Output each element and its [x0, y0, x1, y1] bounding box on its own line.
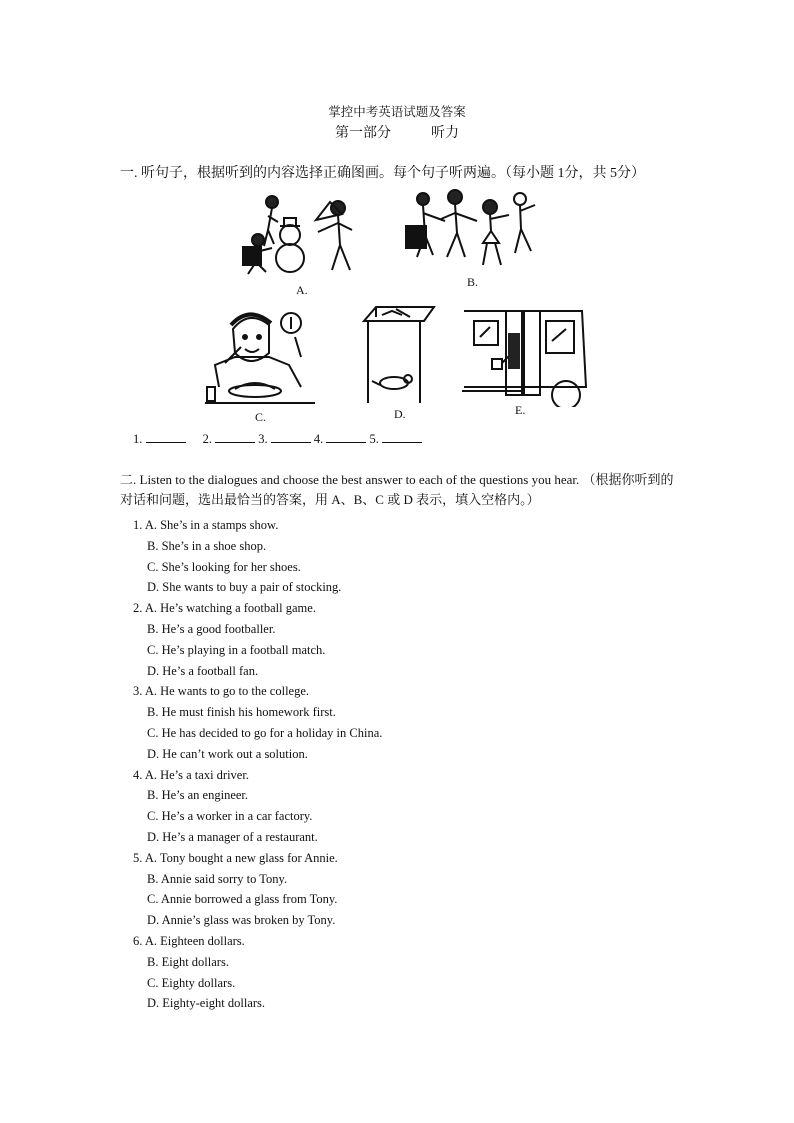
answer-blanks [133, 432, 436, 447]
document-title: 掌控中考英语试题及答案 [328, 105, 466, 119]
kids-dancing-icon [405, 185, 545, 275]
picture-a [238, 190, 378, 300]
question-3-option-b[interactable]: B. He must finish his homework first. [147, 705, 336, 720]
question-3-number: 3. [133, 684, 143, 699]
question-4-option-c[interactable]: C. He’s a worker in a car factory. [147, 809, 313, 824]
picture-b-label: B. [467, 275, 479, 289]
question-6 [133, 931, 382, 1014]
question-2-option-b[interactable]: B. He’s a good footballer. [147, 621, 276, 636]
pictures-area [200, 185, 600, 430]
question-4 [133, 765, 382, 848]
part-title-left: 第一部分 [335, 126, 391, 141]
question-3 [133, 681, 382, 764]
question-2-option-a[interactable]: A. He’s watching a football game. [144, 601, 316, 616]
picture-e-label: E. [515, 403, 526, 417]
question-5-option-c[interactable]: C. Annie borrowed a glass from Tony. [147, 892, 338, 907]
question-5-option-d[interactable]: D. Annie’s glass was broken by Tony. [147, 913, 336, 928]
picture-c [205, 307, 315, 427]
question-5-option-a[interactable]: A. Tony bought a new glass for Annie. [144, 850, 338, 865]
part-title-right: 听力 [431, 126, 459, 141]
girl-bus-door-icon [462, 307, 587, 407]
question-1-option-b[interactable]: B. She’s in a shoe shop. [147, 538, 267, 553]
question-1-option-d[interactable]: D. She wants to buy a pair of stocking. [147, 580, 342, 595]
question-4-option-b[interactable]: B. He’s an engineer. [147, 788, 249, 803]
question-5-option-b[interactable]: B. Annie said sorry to Tony. [147, 871, 288, 886]
picture-d-label: D. [394, 407, 406, 421]
section1-instruction: 一. 听句子，根据听到的内容选择正确图画。每个句子听两遍。（每小题 1分，共 5分） [120, 166, 645, 181]
question-4-number: 4. [133, 767, 143, 782]
boy-eating-icon [205, 307, 315, 409]
question-6-option-b[interactable]: B. Eight dollars. [147, 954, 229, 969]
question-list [133, 515, 382, 1014]
question-2-option-c[interactable]: C. He’s playing in a football match. [147, 642, 326, 657]
question-4-option-d[interactable]: D. He’s a manager of a restaurant. [147, 829, 318, 844]
blank-2[interactable] [203, 432, 256, 446]
question-2-number: 2. [133, 601, 143, 616]
kids-snowman-icon [238, 190, 378, 282]
picture-a-label: A. [296, 283, 308, 297]
section2-instruction: 二. Listen to the dialogues and choose the best answer to each of the questions you hear. （根据你听到的对话和问题，选出最恰当的答案，用 A、B、C 或 D 表示，填入空格内。） [120, 472, 674, 507]
picture-d [358, 303, 438, 423]
question-2 [133, 598, 382, 681]
question-6-option-c[interactable]: C. Eighty dollars. [147, 975, 236, 990]
question-1 [133, 515, 382, 598]
question-5-number: 5. [133, 850, 143, 865]
question-1-option-c[interactable]: C. She’s looking for her shoes. [147, 559, 301, 574]
blank-5-number: 5. [369, 432, 379, 446]
question-4-option-a[interactable]: A. He’s a taxi driver. [144, 767, 249, 782]
question-6-option-a[interactable]: A. Eighteen dollars. [144, 933, 245, 948]
blank-4-number: 4. [313, 432, 324, 446]
question-1-number: 1. [133, 518, 143, 532]
picture-b [405, 185, 545, 295]
question-6-number: 6. [133, 933, 143, 948]
question-3-option-c[interactable]: C. He has decided to go for a holiday in China. [147, 725, 383, 740]
blank-5[interactable] [370, 432, 437, 446]
question-2-option-d[interactable]: D. He’s a football fan. [147, 663, 259, 678]
cat-under-table-icon [358, 303, 438, 405]
question-1-option-a[interactable]: A. She’s in a stamps show. [144, 518, 279, 532]
part-title [0, 122, 794, 142]
picture-e [462, 307, 587, 422]
blank-2-number: 2. [202, 432, 212, 446]
question-5 [133, 848, 382, 931]
blank-4[interactable] [314, 432, 367, 446]
blank-3[interactable] [258, 432, 311, 446]
question-3-option-d[interactable]: D. He can’t work out a solution. [147, 746, 308, 761]
blank-3-number: 3. [258, 432, 268, 446]
question-6-option-d[interactable]: D. Eighty-eight dollars. [147, 996, 266, 1011]
picture-c-label: C. [255, 410, 267, 424]
blank-1[interactable] [133, 432, 200, 446]
question-3-option-a[interactable]: A. He wants to go to the college. [144, 684, 310, 699]
blank-1-number: 1. [133, 432, 143, 446]
